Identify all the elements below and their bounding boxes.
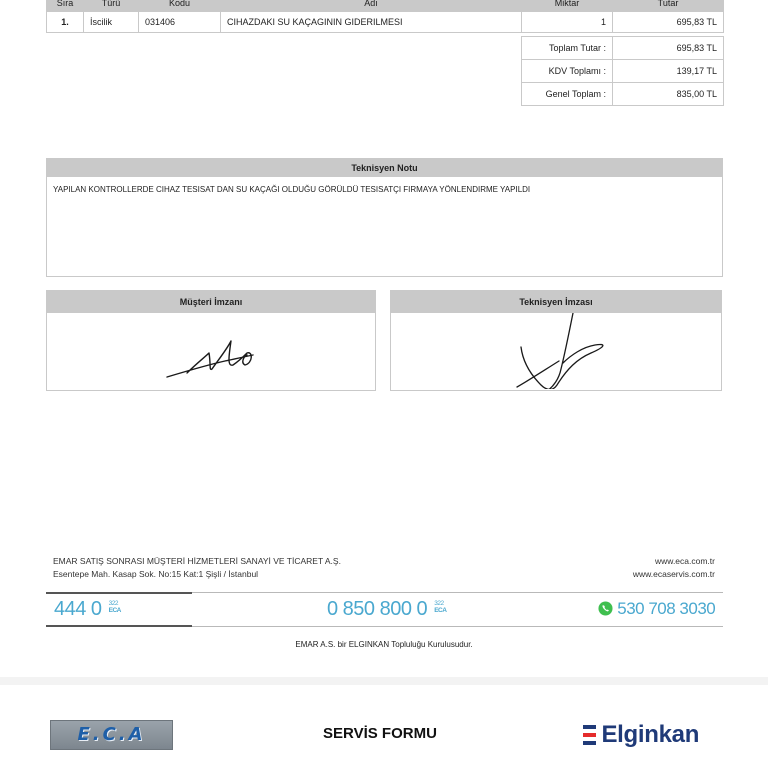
- cell-tutar: 695,83 TL: [613, 12, 724, 33]
- customer-signature-title: Müşteri İmzanı: [47, 291, 375, 313]
- total-value: 695,83 TL: [613, 37, 724, 60]
- phone-whatsapp: [598, 599, 715, 619]
- totals-table: [521, 36, 724, 106]
- customer-signature-image: [47, 313, 375, 389]
- technician-signature-box: [390, 290, 722, 391]
- eca-logo-text: E.C.A: [77, 724, 146, 745]
- technician-note-title: Teknisyen Notu: [47, 159, 722, 177]
- items-table: [46, 0, 724, 33]
- col-header-miktar: Miktar: [522, 0, 613, 12]
- technician-signature-image: [391, 313, 721, 389]
- phone-number: 0 850 800 0: [327, 598, 428, 620]
- website-link[interactable]: www.ecaservis.com.tr: [632, 569, 715, 579]
- elginkan-logo-text: Elginkan: [601, 721, 700, 748]
- cell-turu: İscilik: [84, 12, 139, 33]
- divider-accent-bottom: [46, 625, 192, 627]
- whatsapp-icon: [598, 601, 613, 616]
- col-header-sira: Sıra: [47, 0, 84, 12]
- col-header-tutar: Tutar: [613, 0, 724, 12]
- phone-brand: ECA: [434, 607, 447, 614]
- items-table-header: [47, 0, 724, 12]
- cell-adi: CIHAZDAKI SU KAÇAGININ GIDERILMESI: [221, 12, 522, 33]
- col-header-kodu: Kodu: [139, 0, 221, 12]
- elginkan-mark-icon: [583, 723, 597, 747]
- technician-note-text: YAPILAN KONTROLLERDE CIHAZ TESISAT DAN SU KAÇAĞI OLDUĞU GÖRÜLDÜ TESISATÇI FIRMAYA YÖNLENDIRME YAPILDI: [53, 185, 531, 194]
- phone-ext: 322: [108, 600, 118, 607]
- total-value: 835,00 TL: [613, 83, 724, 106]
- form-title: SERVİS FORMU: [323, 725, 437, 742]
- total-label: Genel Toplam :: [522, 83, 613, 106]
- elginkan-logo: [583, 721, 699, 749]
- company-websites: [633, 555, 715, 581]
- phone-number: 530 708 3030: [617, 599, 716, 618]
- total-row-kdv: [522, 60, 724, 83]
- total-row-genel: [522, 83, 724, 106]
- cell-miktar: 1: [522, 12, 613, 33]
- technician-note-box: [46, 158, 723, 277]
- eca-logo: [50, 720, 173, 750]
- col-header-adi: Adı: [221, 0, 522, 12]
- group-note: EMAR A.S. bir ELGINKAN Topluluğu Kurulusudur.: [295, 640, 473, 649]
- website-link[interactable]: www.eca.com.tr: [655, 556, 715, 566]
- phone-ext: 322: [434, 600, 444, 607]
- phone-number: 444 0: [54, 598, 102, 620]
- divider-accent-top: [46, 592, 192, 594]
- cell-sira: 1.: [47, 12, 84, 33]
- table-row: [47, 12, 724, 33]
- company-name: EMAR SATIŞ SONRASI MÜŞTERİ HİZMETLERİ SANAYİ VE TİCARET A.Ş.: [53, 556, 341, 566]
- section-divider: [0, 677, 768, 685]
- total-row-toplam: [522, 37, 724, 60]
- customer-signature-box: [46, 290, 376, 391]
- total-value: 139,17 TL: [613, 60, 724, 83]
- company-info: [53, 555, 341, 581]
- col-header-turu: Türü: [84, 0, 139, 12]
- total-label: Toplam Tutar :: [522, 37, 613, 60]
- phone-brand: ECA: [108, 607, 121, 614]
- cell-kodu: 031406: [139, 12, 221, 33]
- phone-444: [54, 598, 121, 621]
- company-address: Esentepe Mah. Kasap Sok. No:15 Kat:1 Şişli / İstanbul: [53, 569, 259, 579]
- technician-signature-title: Teknisyen İmzası: [391, 291, 721, 313]
- total-label: KDV Toplamı :: [522, 60, 613, 83]
- phone-0850: [327, 598, 446, 621]
